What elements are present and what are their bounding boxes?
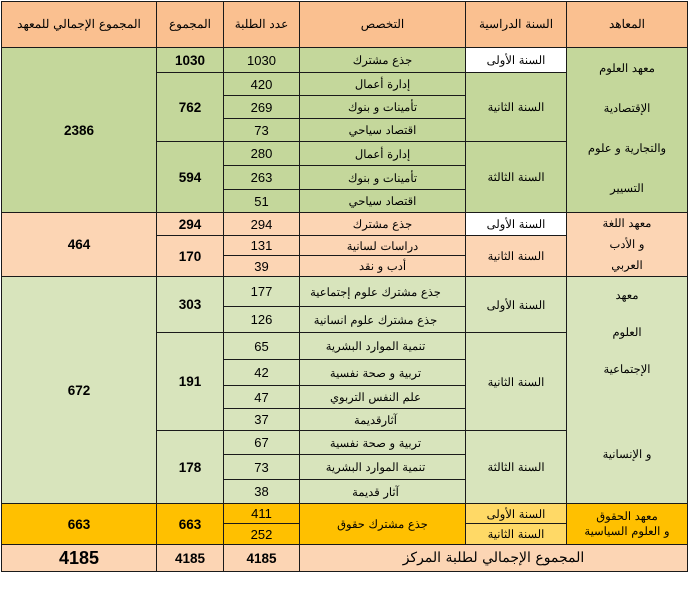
student-count-cell: 411 — [224, 504, 300, 524]
year-total-cell: 170 — [157, 236, 224, 277]
year-total-cell: 303 — [157, 277, 224, 333]
student-count-cell: 1030 — [224, 48, 300, 73]
specialization-cell: جذع مشترك — [300, 48, 466, 73]
year-total-cell: 191 — [157, 333, 224, 431]
student-count-cell: 126 — [224, 307, 300, 333]
table-row — [2, 504, 688, 524]
student-count-cell: 177 — [224, 277, 300, 307]
study-year-cell: السنة الثالثة — [466, 142, 567, 213]
institute-name-line: الإجتماعية — [603, 362, 651, 376]
table-row — [2, 213, 688, 236]
specialization-cell: أدب و نقد — [300, 256, 466, 277]
student-count-cell: 252 — [224, 524, 300, 545]
institute-name-cell — [567, 48, 688, 213]
year-total-cell: 594 — [157, 142, 224, 213]
specialization-cell: جذع مشترك علوم إجتماعية — [300, 277, 466, 307]
footer-label: المجموع الإجمالي لطلبة المركز — [300, 545, 688, 572]
student-count-cell: 280 — [224, 142, 300, 166]
specialization-cell: تأمينات و بنوك — [300, 96, 466, 119]
institute-name-line: معهد العلوم — [599, 60, 655, 75]
student-count-cell: 131 — [224, 236, 300, 256]
study-year-cell: السنة الأولى — [466, 277, 567, 333]
student-count-cell: 65 — [224, 333, 300, 360]
specialization-cell: اقتصاد سياحي — [300, 119, 466, 142]
specialization-cell: تنمية الموارد البشرية — [300, 455, 466, 480]
institute-name-line: والتجارية و علوم — [587, 140, 667, 155]
student-count-cell: 73 — [224, 455, 300, 480]
institute-name-line: معهد الحقوق — [596, 509, 658, 523]
specialization-cell: تأمينات و بنوك — [300, 166, 466, 190]
student-count-cell: 39 — [224, 256, 300, 277]
student-count-cell: 269 — [224, 96, 300, 119]
institute-name-cell — [567, 504, 688, 545]
header-row — [2, 2, 688, 48]
study-year-cell: السنة الثانية — [466, 73, 567, 142]
study-year-cell: السنة الأولى — [466, 504, 567, 524]
grand-total-cell: 4185 — [2, 545, 157, 572]
specialization-cell: تنمية الموارد البشرية — [300, 333, 466, 360]
institute-total-cell: 464 — [2, 213, 157, 277]
header-total: المجموع — [157, 2, 224, 48]
header-study-year: السنة الدراسية — [466, 2, 567, 48]
table-row — [2, 48, 688, 73]
institute-name-line: معهد — [615, 288, 639, 302]
student-count-cell: 47 — [224, 386, 300, 409]
study-year-cell: السنة الثانية — [466, 236, 567, 277]
specialization-cell: دراسات لسانية — [300, 236, 466, 256]
institute-name-line: و الأدب — [609, 237, 645, 251]
study-year-cell: السنة الأولى — [466, 48, 567, 73]
study-year-cell: السنة الأولى — [466, 213, 567, 236]
footer-row — [2, 545, 688, 572]
header-student-count: عدد الطلبة — [224, 2, 300, 48]
institute-total-cell: 663 — [2, 504, 157, 545]
institute-total-cell: 2386 — [2, 48, 157, 213]
footer-students-cell: 4185 — [224, 545, 300, 572]
year-total-cell: 762 — [157, 73, 224, 142]
student-count-cell: 73 — [224, 119, 300, 142]
specialization-cell: جذع مشترك حقوق — [300, 504, 466, 545]
institute-name-cell — [567, 277, 688, 504]
institute-total-cell: 672 — [2, 277, 157, 504]
student-count-cell: 294 — [224, 213, 300, 236]
institute-name-line: الإقتصادية — [603, 100, 651, 115]
student-statistics-table — [1, 1, 688, 572]
specialization-cell: آثار قديمة — [300, 480, 466, 504]
year-total-cell: 294 — [157, 213, 224, 236]
study-year-cell: السنة الثانية — [466, 333, 567, 431]
specialization-cell: إدارة أعمال — [300, 142, 466, 166]
student-count-cell: 67 — [224, 431, 300, 455]
specialization-cell: اقتصاد سياحي — [300, 190, 466, 213]
year-total-cell: 1030 — [157, 48, 224, 73]
institute-name-line: و الإنسانية — [602, 447, 652, 461]
table-row — [2, 277, 688, 307]
specialization-cell: إدارة أعمال — [300, 73, 466, 96]
study-year-cell: السنة الثانية — [466, 524, 567, 545]
specialization-cell: جذع مشترك — [300, 213, 466, 236]
institute-name-line: العربي — [611, 258, 643, 272]
institute-name-line: العلوم — [612, 325, 642, 339]
institute-name-line: معهد اللغة — [602, 216, 652, 230]
student-count-cell: 37 — [224, 409, 300, 431]
header-institutes: المعاهد — [567, 2, 688, 48]
student-count-cell: 42 — [224, 360, 300, 386]
student-count-cell: 51 — [224, 190, 300, 213]
institute-name-cell — [567, 213, 688, 277]
institute-name-line: و العلوم السياسية — [584, 524, 670, 538]
year-total-cell: 663 — [157, 504, 224, 545]
specialization-cell: علم النفس التربوي — [300, 386, 466, 409]
header-institute-total: المجموع الإجمالي للمعهد — [2, 2, 157, 48]
institute-name-line: التسيير — [610, 180, 644, 195]
specialization-cell: آثارقديمة — [300, 409, 466, 431]
student-count-cell: 420 — [224, 73, 300, 96]
specialization-cell: تربية و صحة نفسية — [300, 360, 466, 386]
student-count-cell: 263 — [224, 166, 300, 190]
student-count-cell: 38 — [224, 480, 300, 504]
footer-total-cell: 4185 — [157, 545, 224, 572]
specialization-cell: تربية و صحة نفسية — [300, 431, 466, 455]
year-total-cell: 178 — [157, 431, 224, 504]
specialization-cell: جذع مشترك علوم انسانية — [300, 307, 466, 333]
header-specialization: التخصص — [300, 2, 466, 48]
study-year-cell: السنة الثالثة — [466, 431, 567, 504]
